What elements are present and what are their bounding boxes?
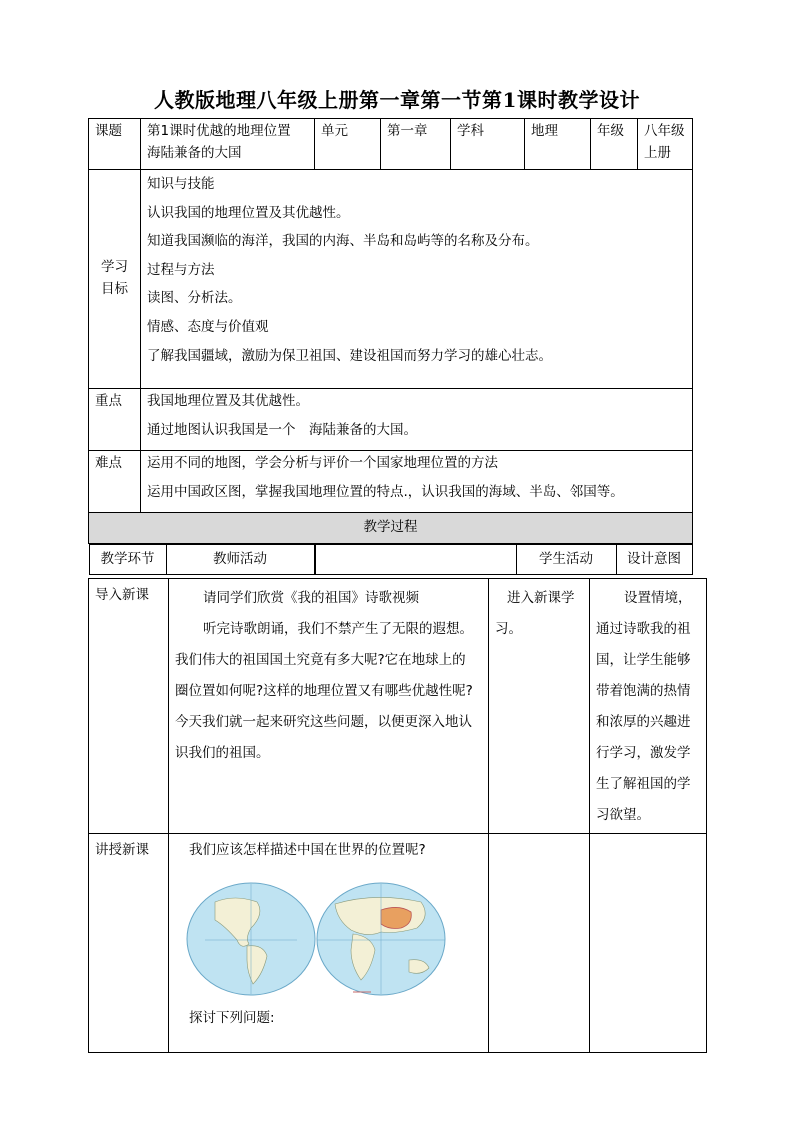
stage-new-lesson: 讲授新课 — [89, 834, 169, 1053]
difficulties-content: 运用不同的地图，学会分析与评价一个国家地理位置的方法 运用中国政区图，掌握我国地理位置的特点.，认识我国的海域、半岛、邻国等。 — [141, 451, 693, 513]
china-highlight — [381, 907, 411, 928]
difficulties-label: 难点 — [89, 451, 141, 513]
process-table — [88, 578, 707, 1053]
key-points-content: 我国地理位置及其优越性。 通过地图认识我国是一个 海陆兼备的大国。 — [141, 389, 693, 451]
lesson-plan-table — [88, 118, 693, 575]
col-header-teacher: 教师活动 — [166, 545, 314, 575]
student-activity-new — [489, 834, 590, 1053]
western-hemisphere — [187, 883, 315, 995]
col-header-intent: 设计意图 — [616, 545, 692, 575]
col-header-stage: 教学环节 — [89, 545, 166, 575]
document-title: 人教版地理八年级上册第一章第一节第1课时教学设计 — [154, 88, 640, 112]
world-map-figure — [185, 880, 457, 998]
col-header-student: 学生活动 — [516, 545, 616, 575]
teacher-activity-new: 我们应该怎样描述中国在世界的位置呢? 探讨下列问题: — [169, 834, 489, 1053]
topic-label: 课题 — [89, 119, 141, 170]
subject-label: 学科 — [451, 119, 525, 170]
key-points-label: 重点 — [89, 389, 141, 451]
grade-label: 年级 — [591, 119, 638, 170]
topic-value: 第1课时优越的地理位置 海陆兼备的大国 — [141, 119, 315, 170]
eastern-hemisphere — [317, 883, 445, 995]
unit-label: 单元 — [315, 119, 381, 170]
student-activity-intro: 进入新课学 习。 — [489, 579, 590, 834]
subject-value: 地理 — [525, 119, 591, 170]
col-header-teacher-cont — [315, 545, 516, 575]
grade-value: 八年级 上册 — [638, 119, 693, 170]
teacher-activity-intro: 请同学们欣赏《我的祖国》诗歌视频 听完诗歌朗诵，我们不禁产生了无限的遐想。 我们伟大的祖国国土究竟有多大呢?它在地球上的 圈位置如何呢?这样的地理位置又有哪些优越性呢? 今天我们就一起来研究这些问题，以便更深入地认 识我们的祖国。 — [169, 579, 489, 834]
design-intent-new — [590, 834, 707, 1053]
stage-intro: 导入新课 — [89, 579, 169, 834]
unit-value: 第一章 — [381, 119, 451, 170]
objectives-label: 学习 目标 — [89, 170, 141, 389]
design-intent-intro: 设置情境， 通过诗歌我的祖 国，让学生能够 带着饱满的热情 和浓厚的兴趣进 行学习，激发学 生了解祖国的学 习欲望。 — [590, 579, 707, 834]
objectives-content: 知识与技能 认识我国的地理位置及其优越性。 知道我国濒临的海洋，我国的内海、半岛和岛屿等的名称及分布。 过程与方法 读图、分析法。 情感、态度与价值观 了解我国疆域，激励为保卫祖国、建设祖国而努力学习的雄心壮志。 — [141, 170, 693, 389]
process-section-title: 教学过程 — [89, 513, 693, 544]
